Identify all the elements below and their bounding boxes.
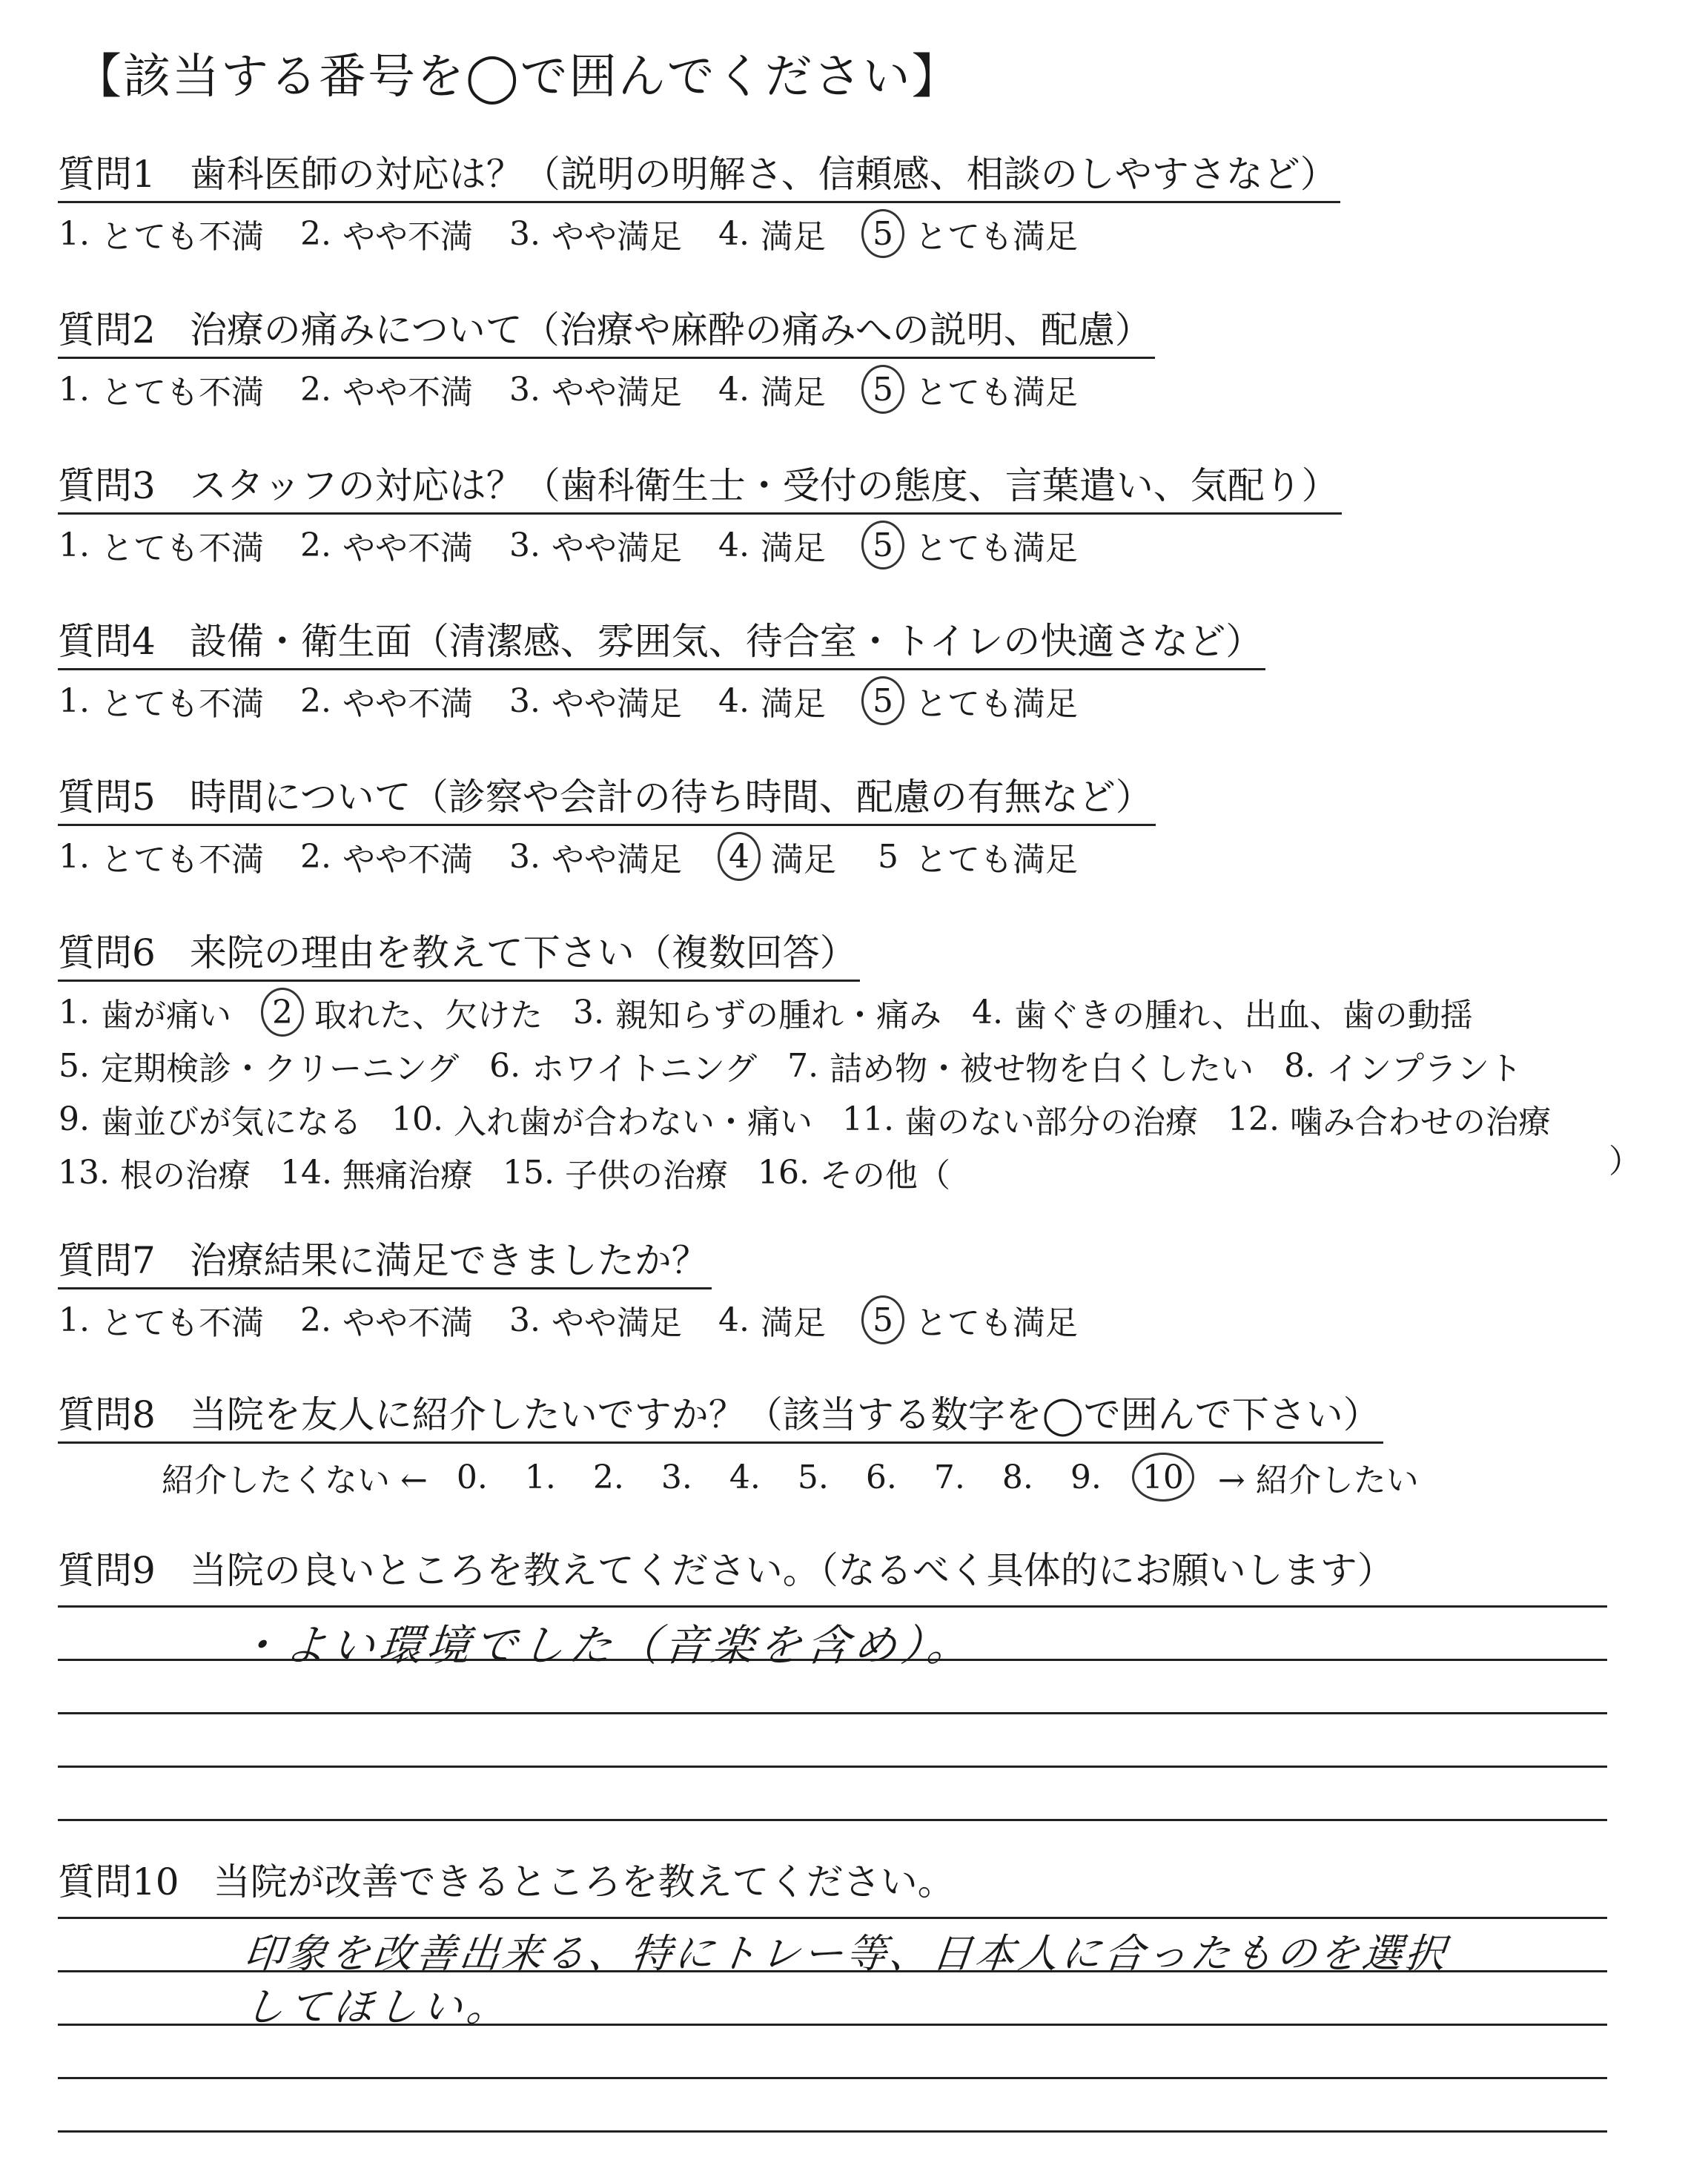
reason-row <box>58 989 1580 1035</box>
question-number: 質問8 <box>58 1393 156 1436</box>
option-label: とても満足 <box>915 685 1078 723</box>
option-label: やや不満 <box>342 529 473 567</box>
option-number: 4 <box>718 832 761 881</box>
option-number: 2. <box>300 1301 331 1339</box>
option-number: 2 <box>261 988 304 1037</box>
rating-options <box>58 1295 1113 1344</box>
rating-option-2[interactable] <box>299 521 473 569</box>
option-label: 入れ歯が合わない・痛い <box>453 1103 812 1141</box>
question-number: 質問5 <box>58 776 156 819</box>
recommend-scale <box>162 1453 1441 1502</box>
option-label: とても不満 <box>101 529 264 567</box>
question-number: 質問10 <box>58 1860 179 1903</box>
option-label: とても不満 <box>101 685 264 723</box>
option-label: とても不満 <box>101 841 264 879</box>
question-1 <box>58 145 1340 258</box>
option-label: 歯並びが気になる <box>101 1103 362 1141</box>
option-label: 取れた、欠けた <box>314 997 543 1034</box>
rating-options <box>58 832 1156 881</box>
option-number: 3. <box>509 526 540 564</box>
rating-option-2[interactable] <box>299 833 473 880</box>
question-8 <box>58 1385 1441 1502</box>
scale-left-label: 紹介したくない ← <box>162 1462 428 1499</box>
rating-options <box>58 676 1265 725</box>
question-heading <box>58 1541 1394 1594</box>
option-label: とても満足 <box>915 841 1078 879</box>
rating-option-3[interactable] <box>509 366 682 413</box>
question-text: 治療の痛みについて（治療や麻酔の痛みへの説明、配慮） <box>189 308 1152 351</box>
question-4 <box>58 612 1265 725</box>
option-number: 4. <box>718 681 749 720</box>
question-text: 当院を友人に紹介したいですか？（該当する数字を◯で囲んで下さい） <box>189 1393 1380 1436</box>
question-number: 質問1 <box>58 153 156 196</box>
option-number: 6. <box>489 1046 521 1085</box>
option-label: 満足 <box>761 685 826 723</box>
option-number: 5 <box>861 1295 904 1344</box>
option-number: 4. <box>718 526 749 564</box>
scale-value-4[interactable]: 4. <box>729 1458 761 1496</box>
rating-option-3[interactable] <box>509 677 682 724</box>
option-label: 歯ぐきの腫れ、出血、歯の動揺 <box>1014 997 1473 1034</box>
option-number: 9. <box>59 1100 90 1138</box>
rating-option-2[interactable] <box>299 210 473 257</box>
option-label: やや不満 <box>342 1304 473 1342</box>
option-label: 満足 <box>771 841 836 879</box>
scale-value-6[interactable]: 6. <box>865 1458 897 1496</box>
question-number: 質問7 <box>58 1239 156 1282</box>
question-heading <box>58 767 1156 826</box>
option-label: とても満足 <box>915 218 1078 256</box>
question-number: 質問4 <box>58 620 156 663</box>
rating-option-5[interactable] <box>861 676 1078 725</box>
option-number: 2. <box>300 214 331 253</box>
reason-option[interactable] <box>58 988 231 1036</box>
option-number: 1. <box>59 526 90 564</box>
option-number: 12. <box>1227 1100 1280 1138</box>
handwritten-answer-q9: ・よい環境でした（音楽を含め）。 <box>234 1620 978 1671</box>
other-paren-close: ） <box>1609 1143 1641 1180</box>
rating-option-1[interactable] <box>58 833 264 880</box>
option-label: とても満足 <box>915 529 1078 567</box>
rating-option-1[interactable] <box>58 210 264 257</box>
option-label: とても不満 <box>101 374 264 412</box>
option-number: 10. <box>391 1100 443 1138</box>
rating-option-3[interactable] <box>509 1296 682 1344</box>
option-label: やや不満 <box>342 841 473 879</box>
option-label: 無痛治療 <box>342 1157 473 1195</box>
option-label: とても満足 <box>915 1304 1078 1342</box>
rating-option-3[interactable] <box>509 521 682 569</box>
option-label: やや不満 <box>342 685 473 723</box>
rating-option-4[interactable] <box>718 677 826 724</box>
rating-options <box>58 521 1342 569</box>
option-number: 3. <box>509 214 540 253</box>
option-label: ホワイトニング <box>532 1050 758 1088</box>
question-6 <box>58 923 1580 1195</box>
option-number: 3. <box>509 370 540 409</box>
option-number: 4. <box>718 1301 749 1339</box>
option-label: 子供の治療 <box>564 1157 728 1195</box>
question-number: 質問2 <box>58 308 156 351</box>
scale-value-1[interactable]: 1. <box>524 1458 556 1496</box>
reason-option[interactable] <box>58 1042 459 1089</box>
option-number: 2. <box>300 370 331 409</box>
reason-option[interactable] <box>758 1149 950 1196</box>
question-text: スタッフの対応は？（歯科衛生士・受付の態度、言葉遣い、気配り） <box>189 464 1339 507</box>
option-label: やや満足 <box>552 529 682 567</box>
option-number: 3. <box>573 993 604 1031</box>
option-number: 4. <box>718 370 749 409</box>
question-heading <box>58 145 1340 203</box>
option-label: 満足 <box>761 374 826 412</box>
question-7 <box>58 1231 1113 1344</box>
rating-option-1[interactable] <box>58 1296 264 1344</box>
question-heading <box>58 612 1265 670</box>
scale-value-2[interactable]: 2. <box>592 1458 624 1496</box>
rating-option-1[interactable] <box>58 521 264 569</box>
answer-line <box>58 1712 1607 1714</box>
scale-value-8[interactable]: 8. <box>1002 1458 1033 1496</box>
option-label: その他（ <box>819 1157 950 1195</box>
option-label: 定期検診・クリーニング <box>101 1050 460 1088</box>
question-number: 質問6 <box>58 931 156 974</box>
answer-line <box>58 1917 1607 1919</box>
rating-option-4[interactable] <box>718 366 826 413</box>
question-2 <box>58 300 1155 414</box>
option-number: 1. <box>59 370 90 409</box>
rating-option-4[interactable] <box>718 832 836 881</box>
reason-option[interactable] <box>58 1095 362 1143</box>
handwritten-answer-q10-line1: 印象を改善出来る、特にトレー等、日本人に合ったものを選択 <box>242 1930 1451 1977</box>
rating-option-2[interactable] <box>299 677 473 724</box>
question-number: 質問3 <box>58 464 156 507</box>
rating-option-3[interactable] <box>509 833 682 880</box>
rating-option-2[interactable] <box>299 366 473 413</box>
question-number: 質問9 <box>58 1549 156 1592</box>
question-3 <box>58 456 1342 569</box>
option-label: インプラント <box>1326 1050 1523 1088</box>
answer-line <box>58 1766 1607 1768</box>
scale-right-label: → 紹介したい <box>1217 1462 1419 1499</box>
answer-line <box>58 1819 1607 1821</box>
question-10 <box>58 1852 955 1906</box>
question-heading <box>58 1852 955 1906</box>
option-number: 7. <box>787 1046 819 1085</box>
option-label: やや満足 <box>552 1304 682 1342</box>
option-number: 3. <box>509 681 540 720</box>
option-label: 親知らずの腫れ・痛み <box>615 997 941 1034</box>
option-label: とても不満 <box>101 1304 264 1342</box>
reason-option[interactable] <box>489 1042 757 1089</box>
option-number: 1. <box>59 1301 90 1339</box>
reason-options <box>58 989 1580 1195</box>
option-label: 満足 <box>761 1304 826 1342</box>
scale-value-9[interactable]: 9. <box>1070 1458 1102 1496</box>
option-label: 噛み合わせの治療 <box>1289 1103 1551 1141</box>
question-text: 歯科医師の対応は？（説明の明解さ、信頼感、相談のしやすさなど） <box>189 153 1337 196</box>
rating-option-5[interactable] <box>861 365 1078 414</box>
reason-row <box>58 1149 1580 1195</box>
option-number: 8. <box>1284 1046 1316 1085</box>
option-number: 16. <box>757 1153 810 1192</box>
rating-option-5[interactable] <box>861 1295 1078 1344</box>
option-label: 歯のない部分の治療 <box>904 1103 1198 1141</box>
question-text: 治療結果に満足できましたか？ <box>189 1239 709 1282</box>
option-number: 5 <box>861 676 904 725</box>
option-number: 1. <box>59 993 90 1031</box>
scale-value-10[interactable]: 10 <box>1132 1453 1194 1502</box>
reason-option[interactable] <box>280 1149 473 1196</box>
option-label: やや満足 <box>552 218 682 256</box>
option-number: 4. <box>718 214 749 253</box>
option-label: とても満足 <box>915 374 1078 412</box>
question-text: 当院が改善できるところを教えてください。 <box>213 1860 955 1903</box>
option-label: やや不満 <box>342 374 473 412</box>
question-heading <box>58 923 860 982</box>
option-label: やや満足 <box>552 685 682 723</box>
question-heading <box>58 300 1155 359</box>
rating-option-4[interactable] <box>718 210 826 257</box>
rating-options <box>58 209 1340 258</box>
option-number: 1. <box>59 214 90 253</box>
option-number: 11. <box>841 1100 894 1138</box>
reason-row <box>58 1043 1580 1089</box>
rating-option-5[interactable] <box>861 521 1078 569</box>
reason-row <box>58 1096 1580 1142</box>
option-number: 2. <box>300 837 331 876</box>
rating-option-4[interactable] <box>718 521 826 569</box>
rating-option-1[interactable] <box>58 677 264 724</box>
option-number: 15. <box>502 1153 555 1192</box>
question-heading <box>58 456 1342 515</box>
question-text: 当院の良いところを教えてください。（なるべく具体的にお願いします） <box>189 1549 1394 1592</box>
question-text: 来院の理由を教えて下さい（複数回答） <box>189 931 857 974</box>
rating-option-4[interactable] <box>718 1296 826 1344</box>
option-number: 3. <box>509 1301 540 1339</box>
option-label: 根の治療 <box>119 1157 251 1195</box>
reason-option[interactable] <box>572 988 941 1036</box>
scale-value-3[interactable]: 3. <box>661 1458 692 1496</box>
question-heading <box>58 1385 1383 1444</box>
reason-option[interactable] <box>391 1095 812 1143</box>
option-number: 5 <box>861 521 904 569</box>
option-number: 2. <box>300 526 331 564</box>
reason-option[interactable] <box>261 988 543 1037</box>
page-title: 【該当する番号を◯で囲んでください】 <box>74 50 961 105</box>
rating-option-3[interactable] <box>509 210 682 257</box>
scale-value-5[interactable]: 5. <box>797 1458 829 1496</box>
option-number: 14. <box>279 1153 332 1192</box>
option-label: やや満足 <box>552 374 682 412</box>
option-label: やや不満 <box>342 218 473 256</box>
answer-line <box>58 2077 1607 2079</box>
rating-option-5[interactable] <box>861 209 1078 258</box>
question-text: 設備・衛生面（清潔感、雰囲気、待合室・トイレの快適さなど） <box>189 620 1263 663</box>
option-label: 歯が痛い <box>101 997 231 1034</box>
option-number: 5 <box>878 837 898 876</box>
answer-line <box>58 1605 1607 1608</box>
option-number: 2. <box>300 681 331 720</box>
question-5 <box>58 767 1156 881</box>
reason-option[interactable] <box>1283 1042 1522 1089</box>
reason-option[interactable] <box>787 1042 1254 1089</box>
question-heading <box>58 1231 712 1289</box>
option-number: 5 <box>861 365 904 414</box>
option-label: 満足 <box>761 529 826 567</box>
answer-line <box>58 2130 1607 2133</box>
rating-option-1[interactable] <box>58 366 264 413</box>
reason-option[interactable] <box>58 1149 251 1196</box>
option-number: 4. <box>972 993 1003 1031</box>
scale-value-0[interactable]: 0. <box>456 1458 488 1496</box>
option-number: 1. <box>59 681 90 720</box>
reason-option[interactable] <box>503 1149 728 1196</box>
option-label: 詰め物・被せ物を白くしたい <box>830 1050 1254 1088</box>
scale-value-7[interactable]: 7. <box>933 1458 965 1496</box>
option-number: 1. <box>59 837 90 876</box>
question-text: 時間について（診察や会計の待ち時間、配慮の有無など） <box>189 776 1153 819</box>
rating-options <box>58 365 1155 414</box>
option-number: 3. <box>509 837 540 876</box>
reason-option[interactable] <box>842 1095 1198 1143</box>
option-number: 13. <box>58 1153 110 1192</box>
option-label: やや満足 <box>552 841 682 879</box>
reason-option[interactable] <box>971 988 1473 1036</box>
question-9 <box>58 1541 1394 1594</box>
rating-option-5[interactable] <box>872 833 1078 880</box>
option-label: とても不満 <box>101 218 264 256</box>
option-number: 5. <box>59 1046 90 1085</box>
option-number: 5 <box>861 209 904 258</box>
reason-option[interactable] <box>1228 1095 1551 1143</box>
rating-option-2[interactable] <box>299 1296 473 1344</box>
handwritten-answer-q10-line2: してほしい。 <box>242 1984 514 2030</box>
option-label: 満足 <box>761 218 826 256</box>
